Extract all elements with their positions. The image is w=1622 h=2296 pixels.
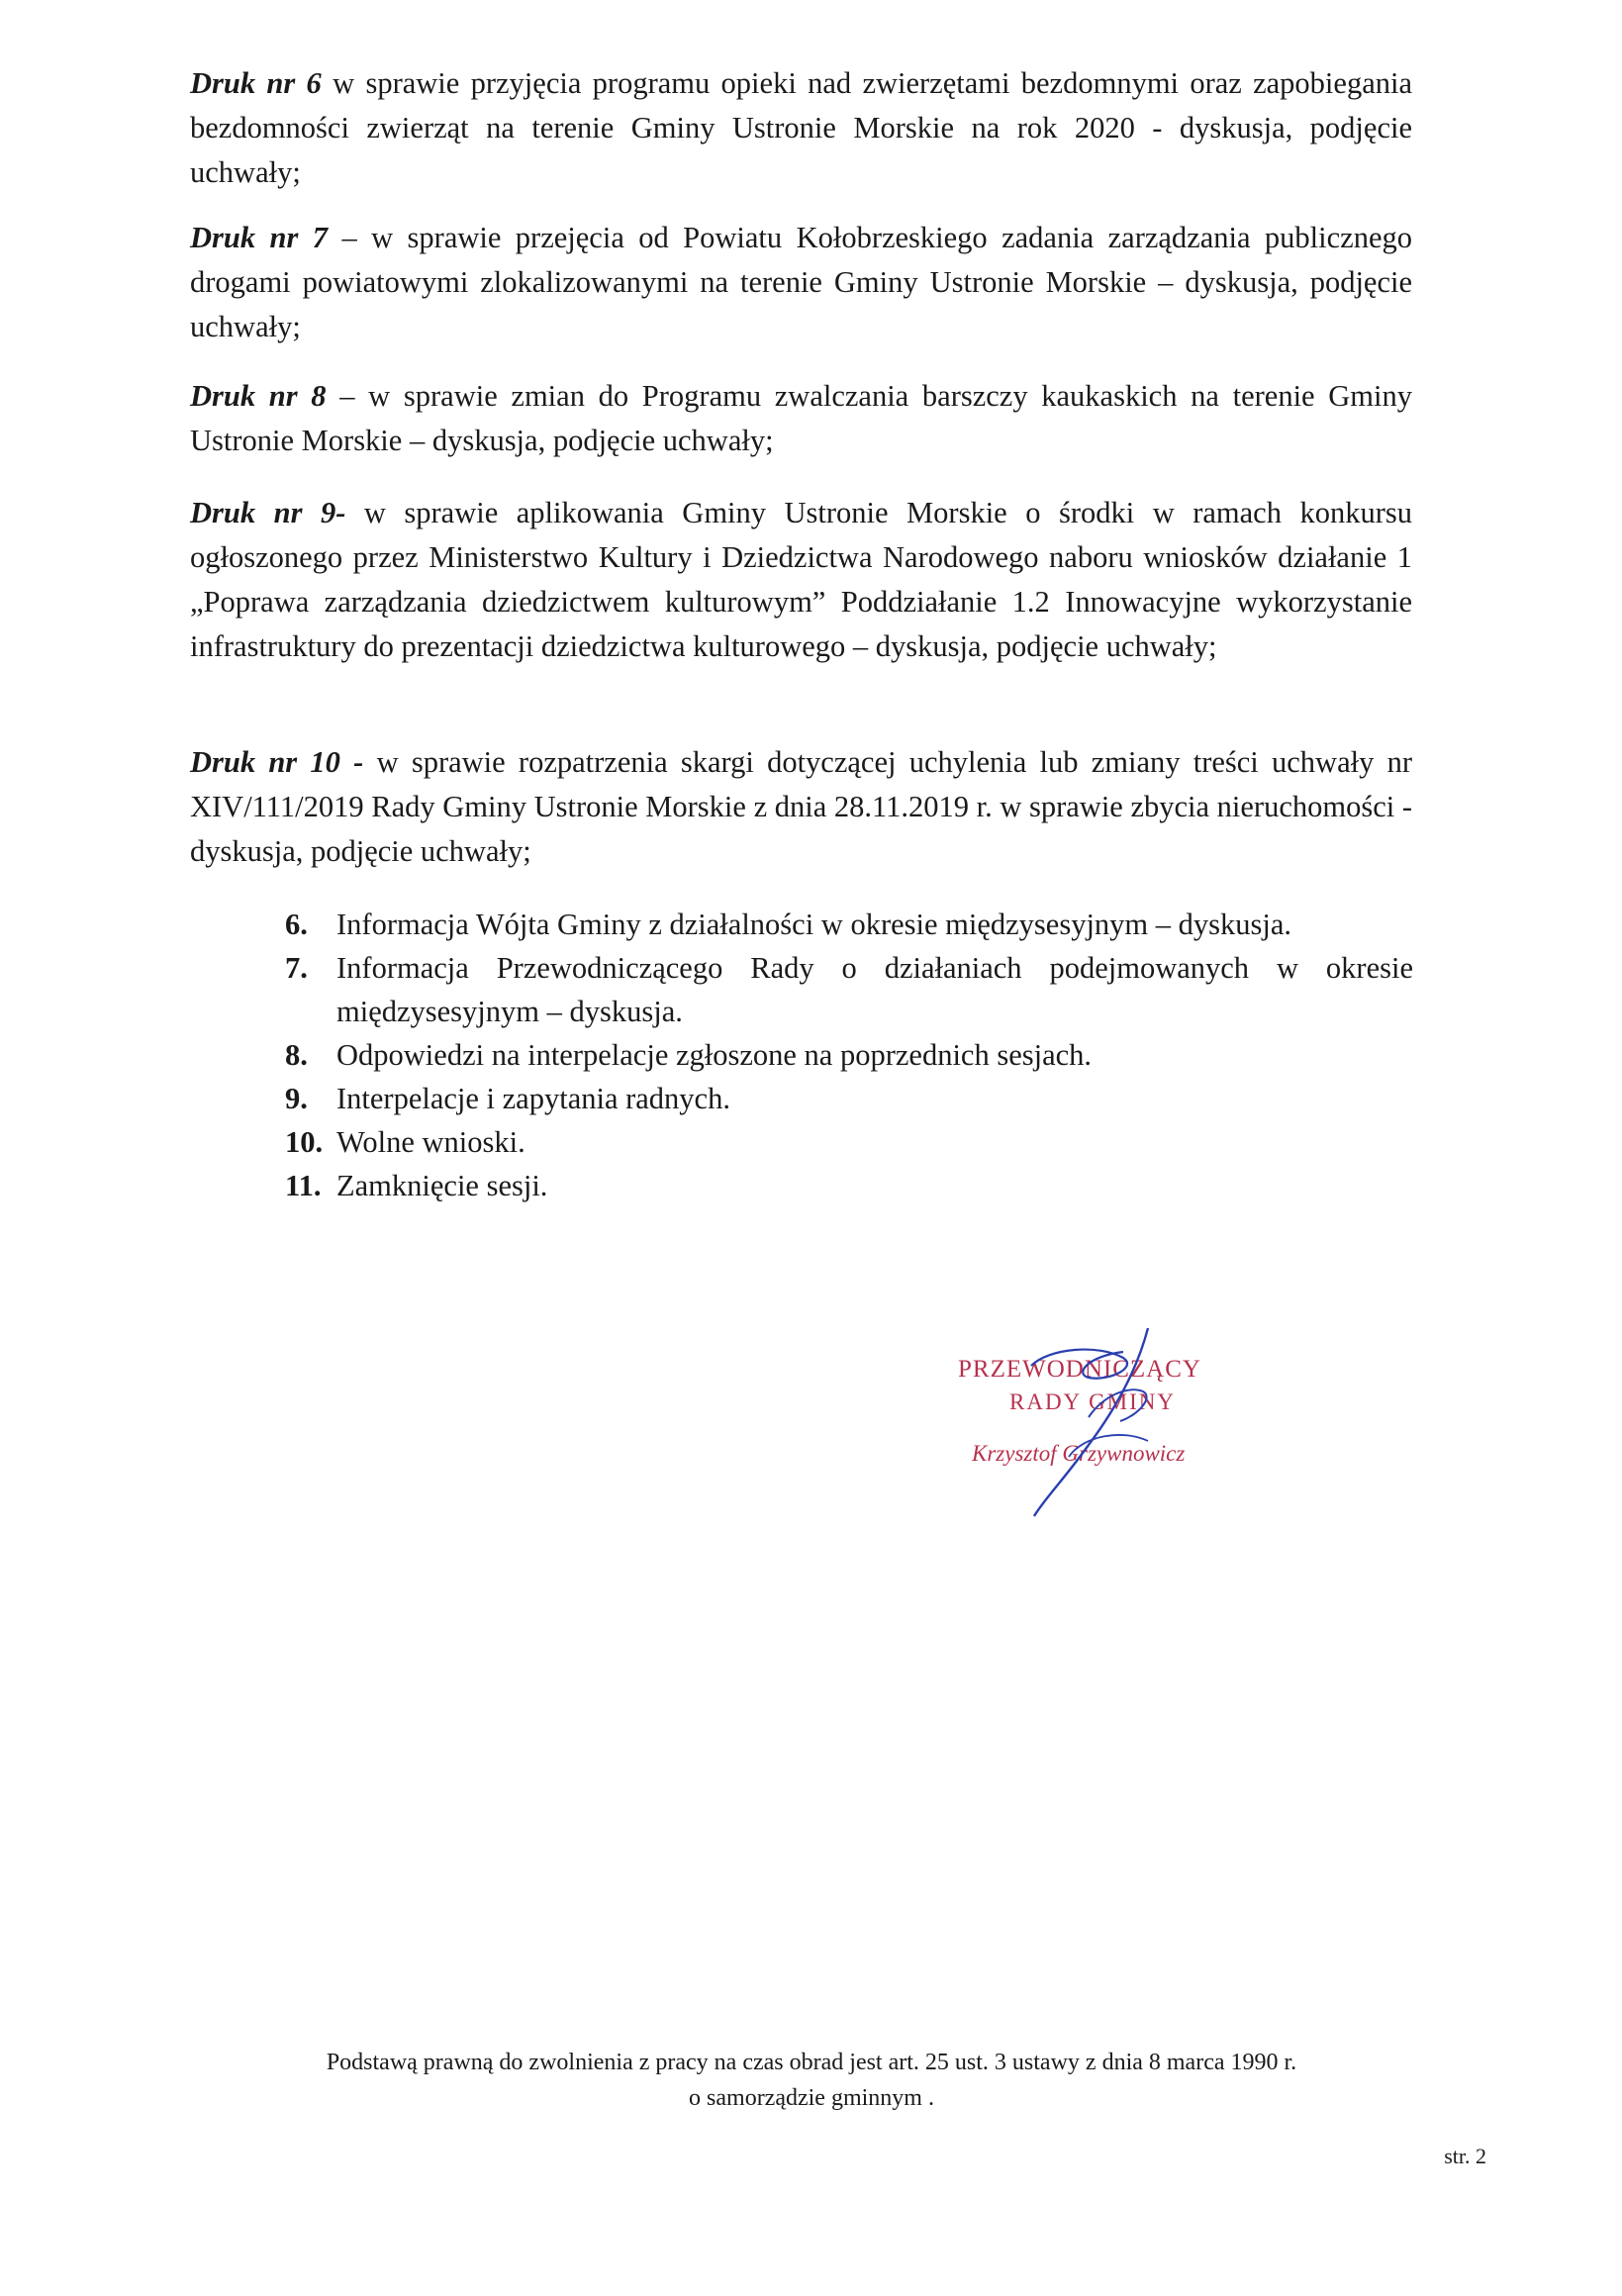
- signature-stroke: [1031, 1350, 1127, 1379]
- agenda-item: [285, 946, 1413, 1033]
- resolution-paragraph-6: [190, 61, 1412, 195]
- agenda-text: Interpelacje i zapytania radnych.: [336, 1082, 730, 1115]
- agenda-number: 8.: [285, 1038, 308, 1072]
- resolution-lead: Druk nr 10 -: [190, 745, 364, 779]
- stamp-subtitle: RADY GMINY: [1009, 1389, 1177, 1414]
- stamp-name: Krzysztof Grzywnowicz: [972, 1441, 1186, 1466]
- resolution-text: – w sprawie zmian do Programu zwalczania barszczy kaukaskich na terenie Gminy Ustronie Morskie – dyskusja, podjęcie uchwały;: [190, 379, 1412, 457]
- chairman-stamp: [940, 1326, 1267, 1534]
- agenda-text: Informacja Wójta Gminy z działalności w okresie międzysesyjnym – dyskusja.: [336, 908, 1292, 941]
- agenda-number: 7.: [285, 951, 308, 985]
- agenda-text: Informacja Przewodniczącego Rady o działaniach podejmowanych w okresie międzysesyjnym – dyskusja.: [336, 951, 1413, 1028]
- agenda-item: [285, 1164, 1413, 1207]
- agenda-item: [285, 1033, 1413, 1077]
- resolution-text: w sprawie rozpatrzenia skargi dotyczącej uchylenia lub zmiany treści uchwały nr XIV/111/2019 Rady Gminy Ustronie Morskie z dnia 28.11.2019 r. w sprawie zbycia nieruchomości - dyskusja, podjęcie uchwały;: [190, 745, 1413, 868]
- agenda-number: 10.: [285, 1125, 324, 1159]
- resolution-paragraph-9: [190, 491, 1412, 669]
- agenda-text: Wolne wnioski.: [336, 1125, 525, 1159]
- agenda-text: Odpowiedzi na interpelacje zgłoszone na poprzednich sesjach.: [336, 1038, 1093, 1072]
- resolution-text: – w sprawie przejęcia od Powiatu Kołobrzeskiego zadania zarządzania publicznego drogami powiatowymi zlokalizowanymi na terenie Gminy Ustronie Morskie – dyskusja, podjęcie uchwały;: [190, 221, 1412, 343]
- signature-stroke: [1089, 1389, 1147, 1421]
- resolution-text: w sprawie aplikowania Gminy Ustronie Morskie o środki w ramach konkursu ogłoszonego przez Ministerstwo Kultury i Dziedzictwa Narodowego naboru wniosków działanie 1 „Poprawa zarządzania dziedzictwem kulturowym” Poddziałanie 1.2 Innowacyjne wykorzystanie infrastruktury do prezentacji dziedzictwa kulturowego – dyskusja, podjęcie uchwały;: [190, 496, 1412, 663]
- agenda-text: Zamknięcie sesji.: [336, 1169, 548, 1202]
- signature-stroke: [1034, 1328, 1148, 1516]
- resolution-lead: Druk nr 6: [190, 66, 322, 100]
- resolution-text: w sprawie przyjęcia programu opieki nad zwierzętami bezdomnymi oraz zapobiegania bezdomności zwierząt na terenie Gminy Ustronie Morskie na rok 2020 - dyskusja, podjęcie uchwały;: [190, 66, 1412, 189]
- page-number: str. 2: [1444, 2144, 1486, 2168]
- signature-stroke: [1069, 1435, 1148, 1457]
- agenda-number: 11.: [285, 1169, 322, 1202]
- resolution-lead: Druk nr 9-: [190, 496, 346, 529]
- resolution-lead: Druk nr 7: [190, 221, 329, 254]
- agenda-list: [285, 903, 1413, 1207]
- resolution-paragraph-8: [190, 374, 1412, 463]
- agenda-number: 6.: [285, 908, 308, 941]
- resolution-paragraph-10: [190, 740, 1412, 874]
- agenda-item: [285, 1120, 1413, 1164]
- legal-basis-footer: [198, 2045, 1425, 2116]
- resolution-paragraph-7: [190, 216, 1412, 349]
- footer-line: Podstawą prawną do zwolnienia z pracy na czas obrad jest art. 25 ust. 3 ustawy z dnia 8 marca 1990 r.: [326, 2050, 1297, 2075]
- agenda-item: [285, 1077, 1413, 1120]
- agenda-number: 9.: [285, 1082, 308, 1115]
- agenda-item: [285, 903, 1413, 946]
- stamp-title: PRZEWODNICZĄCY: [958, 1356, 1201, 1383]
- handwritten-signature: [940, 1326, 1267, 1534]
- resolution-lead: Druk nr 8: [190, 379, 327, 413]
- footer-line: o samorządzie gminnym .: [689, 2085, 934, 2111]
